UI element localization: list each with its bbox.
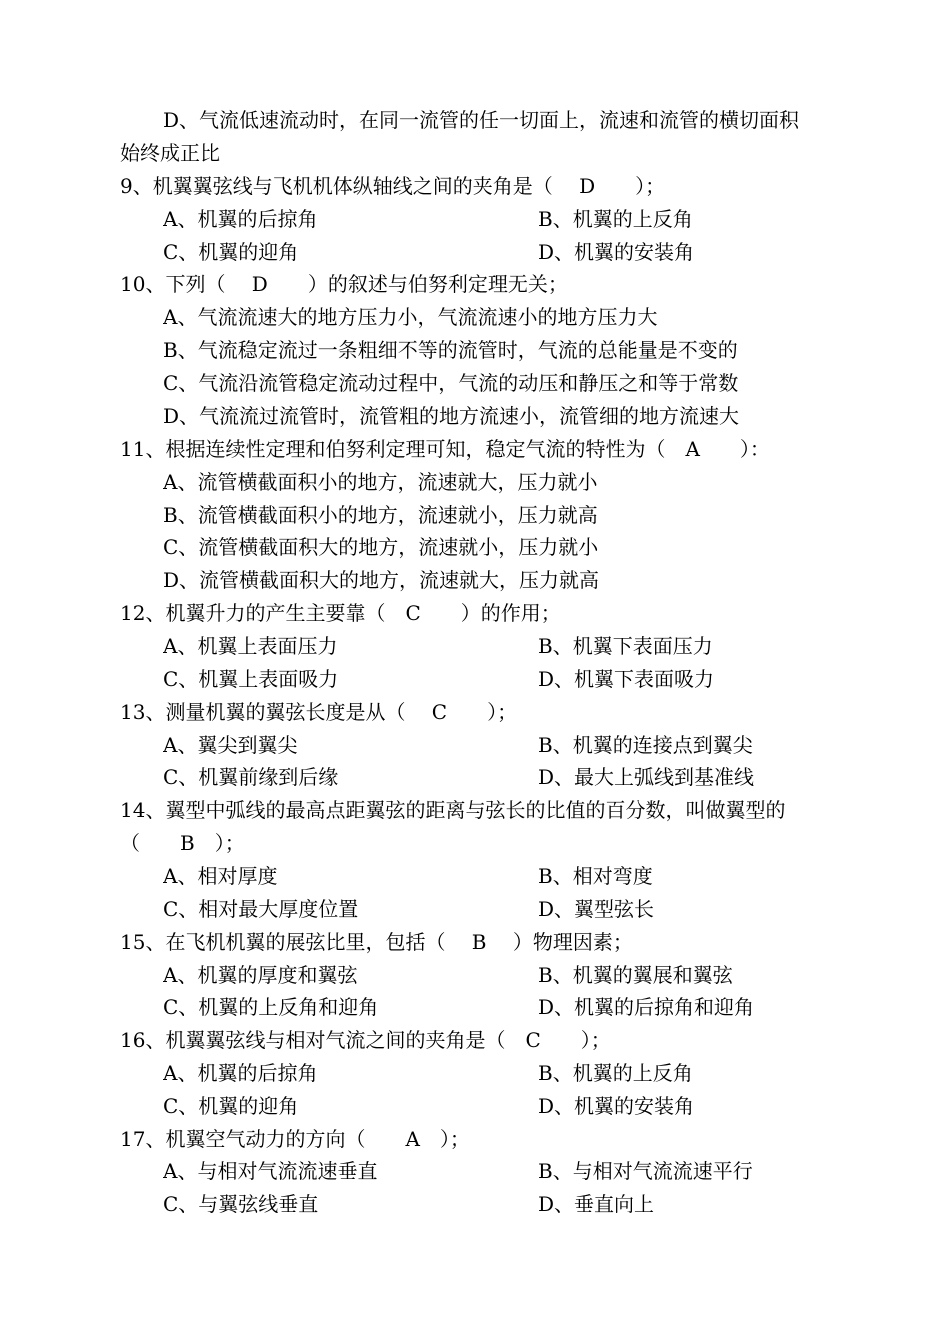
option-b: B、机翼的上反角	[538, 1061, 693, 1085]
option-row	[163, 730, 903, 760]
text-line: D、气流低速流动时，在同一流管的任一切面上，流速和流管的横切面积	[163, 108, 800, 132]
option-c: C、流管横截面积大的地方，流速就小，压力就小	[163, 535, 599, 559]
option-a: A、与相对气流流速垂直	[163, 1159, 378, 1183]
option-b: B、机翼的翼展和翼弦	[538, 963, 733, 987]
option-c: C、机翼前缘到后缘	[163, 765, 339, 789]
option-c: C、相对最大厚度位置	[163, 897, 359, 921]
option-row	[163, 861, 903, 891]
option-c: C、机翼上表面吸力	[163, 667, 339, 691]
option-a: A、相对厚度	[163, 864, 278, 888]
option-d: D、翼型弦长	[538, 897, 655, 921]
option-d: D、最大上弧线到基准线	[538, 765, 755, 789]
option-a: A、机翼的后掠角	[163, 1061, 318, 1085]
question-14-answer: （ B ）；	[120, 831, 245, 855]
option-b: B、机翼的连接点到翼尖	[538, 733, 753, 757]
option-row	[163, 1091, 903, 1121]
option-row	[163, 894, 903, 924]
option-d: D、垂直向上	[538, 1192, 655, 1216]
question-17: 17、机翼空气动力的方向（ A ）；	[120, 1127, 470, 1151]
option-row	[163, 1058, 903, 1088]
option-a: A、翼尖到翼尖	[163, 733, 298, 757]
option-a: A、气流流速大的地方压力小，气流流速小的地方压力大	[163, 305, 658, 329]
option-b: B、机翼下表面压力	[538, 634, 713, 658]
option-row	[163, 1156, 903, 1186]
question-11: 11、根据连续性定理和伯努利定理可知，稳定气流的特性为（ A ）：	[120, 437, 770, 461]
option-b: B、气流稳定流过一条粗细不等的流管时，气流的总能量是不变的	[163, 338, 738, 362]
option-a: A、机翼上表面压力	[163, 634, 338, 658]
question-14: 14、翼型中弧线的最高点距翼弦的距离与弦长的比值的百分数，叫做翼型的	[120, 798, 786, 822]
option-row	[163, 992, 903, 1022]
question-16: 16、机翼翼弦线与相对气流之间的夹角是（ C ）；	[120, 1028, 611, 1052]
option-b: B、相对弯度	[538, 864, 653, 888]
option-row	[163, 960, 903, 990]
option-d: D、机翼的安装角	[538, 1094, 695, 1118]
option-row	[163, 237, 903, 267]
option-c: C、与翼弦线垂直	[163, 1192, 319, 1216]
option-d: D、机翼的后掠角和迎角	[538, 995, 755, 1019]
option-row	[163, 631, 903, 661]
option-row	[163, 664, 903, 694]
option-c: C、机翼的迎角	[163, 240, 299, 264]
option-row	[163, 204, 903, 234]
option-d: D、机翼下表面吸力	[538, 667, 715, 691]
option-a: A、流管横截面积小的地方，流速就大，压力就小	[163, 470, 598, 494]
option-a: A、机翼的后掠角	[163, 207, 318, 231]
option-a: A、机翼的厚度和翼弦	[163, 963, 358, 987]
option-row	[163, 1189, 903, 1219]
option-d: D、流管横截面积大的地方，流速就大，压力就高	[163, 568, 600, 592]
option-c: C、机翼的上反角和迎角	[163, 995, 379, 1019]
question-10: 10、下列（ D ）的叙述与伯努利定理无关；	[120, 272, 568, 296]
option-row	[163, 762, 903, 792]
option-c: C、机翼的迎角	[163, 1094, 299, 1118]
question-13: 13、测量机翼的翼弦长度是从（ C ）；	[120, 700, 518, 724]
option-d: D、气流流过流管时，流管粗的地方流速小，流管细的地方流速大	[163, 404, 740, 428]
option-b: B、机翼的上反角	[538, 207, 693, 231]
option-b: B、与相对气流流速平行	[538, 1159, 753, 1183]
question-15: 15、在飞机机翼的展弦比里，包括（ B ）物理因素；	[120, 930, 633, 954]
question-12: 12、机翼升力的产生主要靠（ C ）的作用；	[120, 601, 561, 625]
question-9: 9、机翼翼弦线与飞机机体纵轴线之间的夹角是（ D ）；	[120, 174, 666, 198]
text-line: 始终成正比	[120, 141, 220, 165]
option-d: D、机翼的安装角	[538, 240, 695, 264]
option-b: B、流管横截面积小的地方，流速就小，压力就高	[163, 503, 598, 527]
option-c: C、气流沿流管稳定流动过程中，气流的动压和静压之和等于常数	[163, 371, 739, 395]
